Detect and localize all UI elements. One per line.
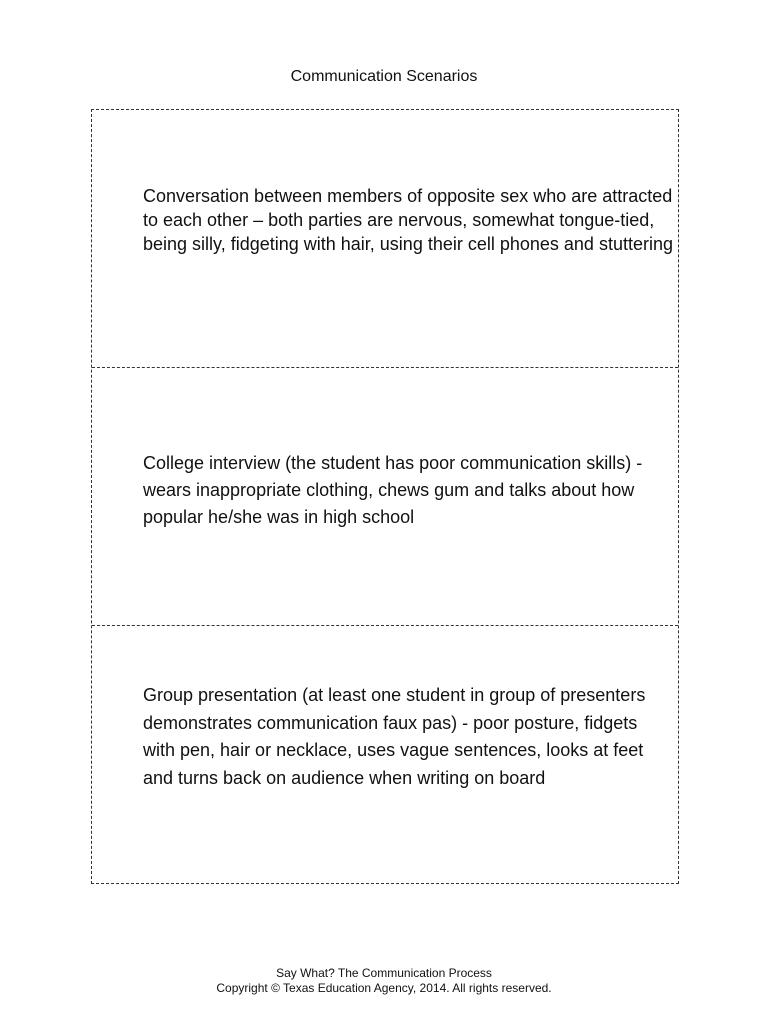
scenario-text-1: Conversation between members of opposite sex who are attracted to each other – both parties are nervous, somewhat tongue-tied, being silly, fidgeting with hair, using their cell phones and stuttering	[143, 186, 673, 254]
scenario-card-1	[92, 110, 678, 368]
footer-title: Say What? The Communication Process	[276, 966, 492, 980]
scenario-card-2	[92, 368, 678, 626]
footer	[0, 966, 768, 996]
scenario-cards	[91, 109, 679, 884]
footer-copyright: Copyright © Texas Education Agency, 2014. All rights reserved.	[216, 981, 552, 995]
scenario-text-2: College interview (the student has poor communication skills) - wears inappropriate clothing, chews gum and talks about how popular he/she was in high school	[143, 453, 643, 527]
scenario-card-3	[92, 626, 678, 883]
scenario-text-3: Group presentation (at least one student in group of presenters demonstrates communication faux pas) - poor posture, fidgets with pen, hair or necklace, uses vague sentences, looks at feet and turns back on audience when writing on board	[143, 685, 646, 788]
page-title: Communication Scenarios	[290, 68, 478, 85]
